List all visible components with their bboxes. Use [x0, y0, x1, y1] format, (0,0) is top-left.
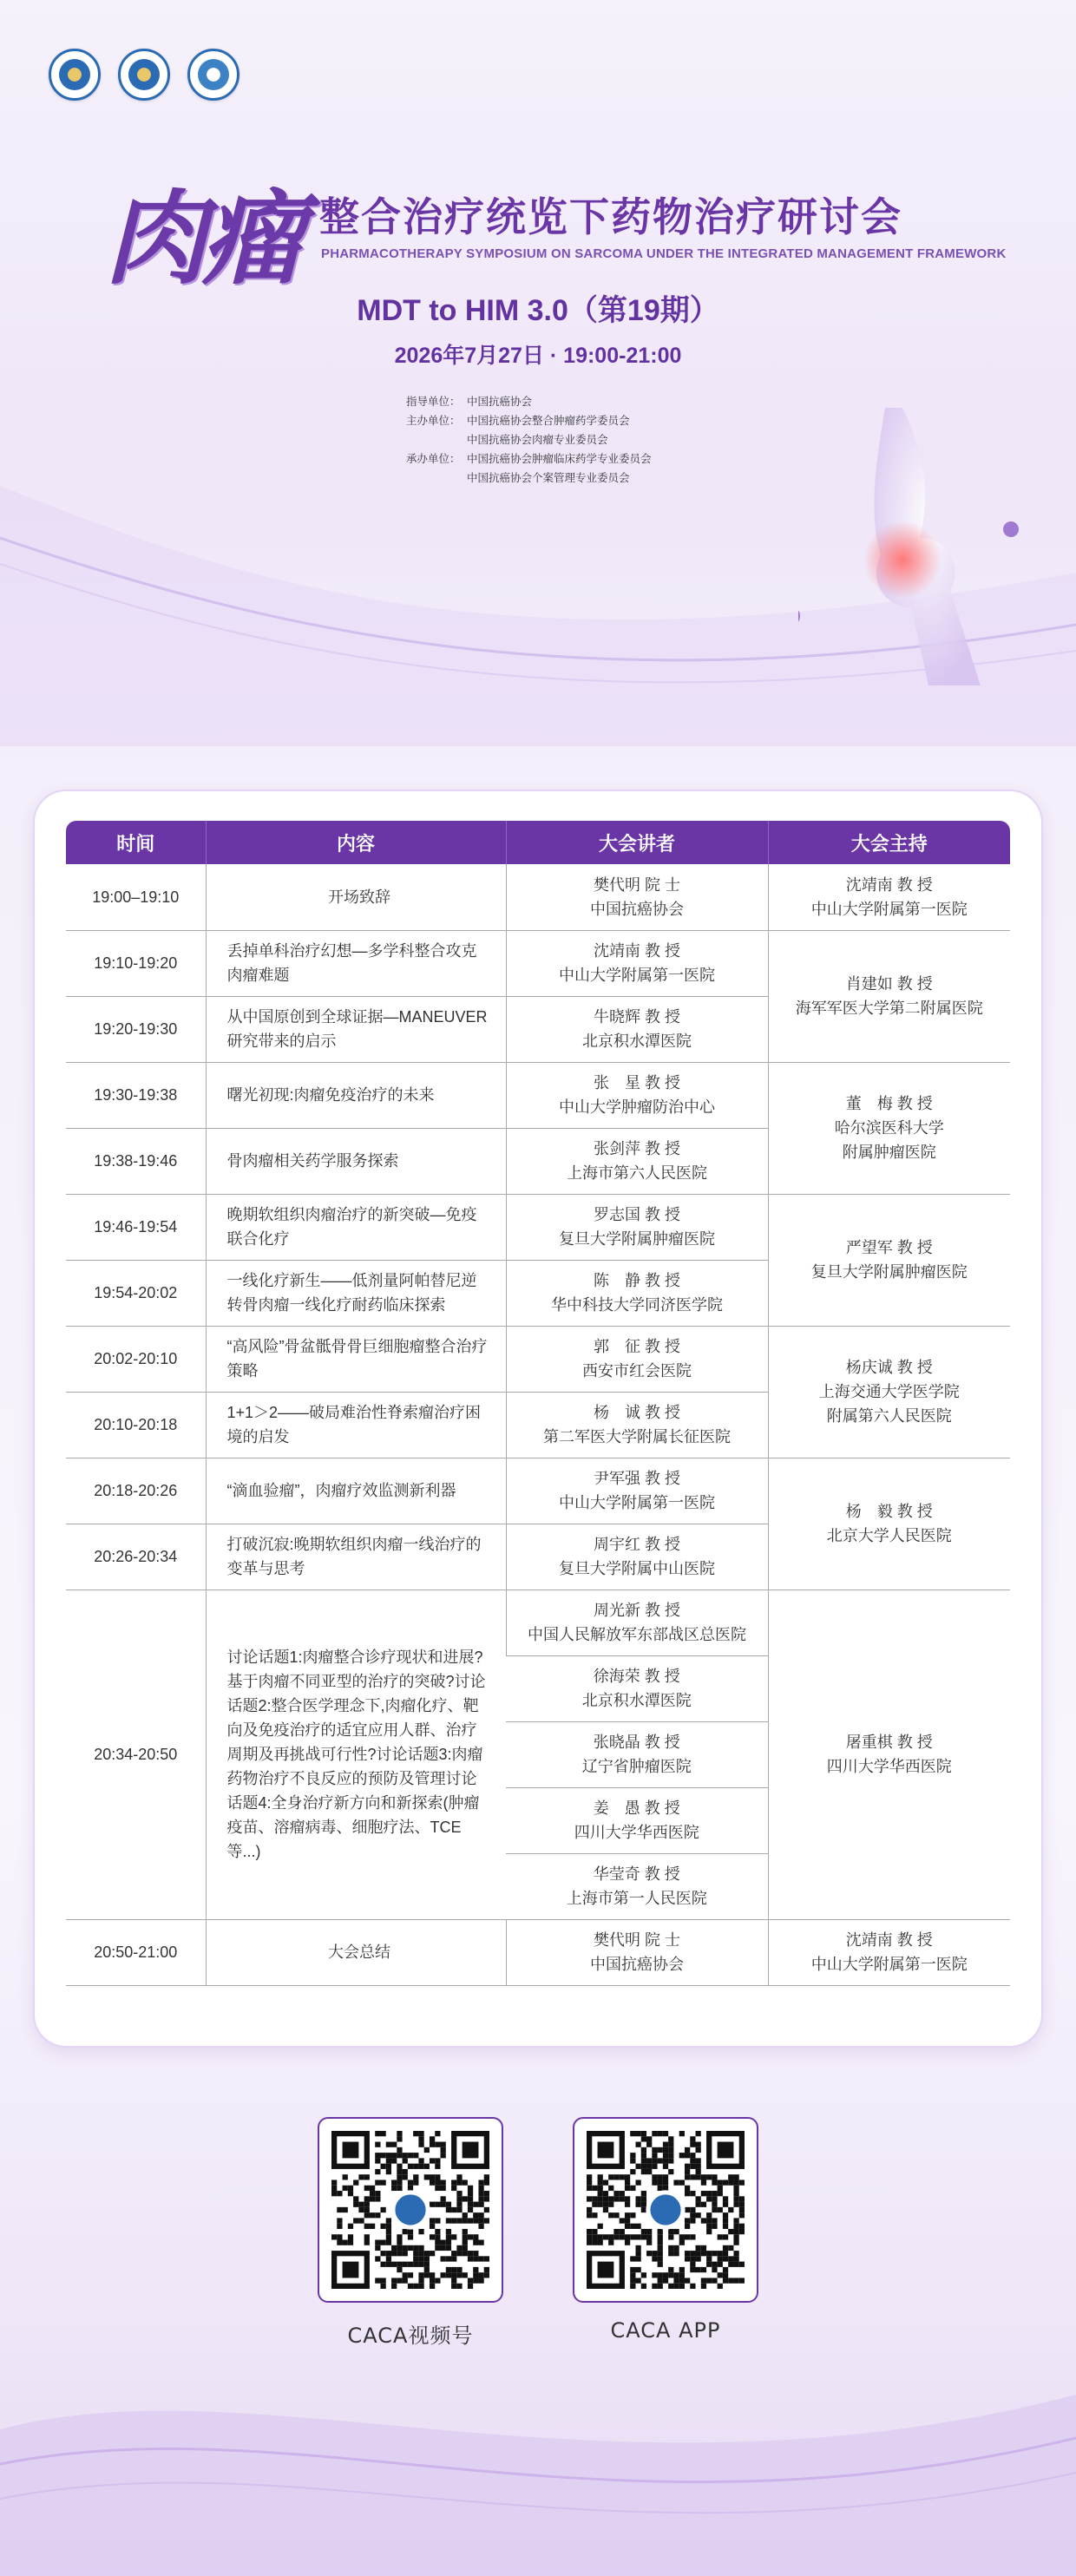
time-cell: 19:54-20:02: [66, 1260, 206, 1326]
discussion-cell: 讨论话题1:肉瘤整合诊疗现状和进展?基于肉瘤不同亚型的治疗的突破?讨论话题2:整合医学理念下,肉瘤化疗、靶向及免疫治疗的适宜应用人群、治疗周期及再挑战可行性?讨论话题3:肉瘤药物治疗不良反应的预防及管理讨论话题4:全身治疗新方向和新探索(肿瘤疫苗、溶瘤病毒、细胞疗法、TCE等...): [206, 1590, 506, 1919]
time-cell: 20:50-21:00: [66, 1919, 206, 1985]
host-cell: 沈靖南 教 授 中山大学附属第一医院: [768, 864, 1010, 930]
qr-code-graphic: [587, 2131, 745, 2289]
schedule-table: [66, 821, 1010, 1986]
organizer-row: 承办单位： 中国抗癌协会肿瘤临床药学专业委员会: [406, 452, 652, 465]
content-cell: “高风险”骨盆骶骨骨巨细胞瘤整合治疗策略: [206, 1326, 506, 1392]
main-title: 整合治疗统览下药物治疗研讨会: [319, 194, 902, 239]
host-cell: 董 梅 教 授 哈尔滨医科大学 附属肿瘤医院: [768, 1062, 1010, 1194]
content-cell: 骨肉瘤相关药学服务探索: [206, 1128, 506, 1194]
qr-video-channel[interactable]: [318, 2117, 503, 2349]
time-cell: 20:02-20:10: [66, 1326, 206, 1392]
time-cell: 19:38-19:46: [66, 1128, 206, 1194]
content-cell: 大会总结: [206, 1919, 506, 1985]
speaker-cell: 张剑萍 教 授 上海市第六人民医院: [506, 1128, 768, 1194]
host-cell: 肖建如 教 授 海军军医大学第二附属医院: [768, 930, 1010, 1062]
speaker-cell: 樊代明 院 士 中国抗癌协会: [506, 1919, 768, 1985]
content-cell: 晚期软组织肉瘤治疗的新突破—免疫联合化疗: [206, 1194, 506, 1260]
time-cell: 20:26-20:34: [66, 1524, 206, 1590]
time-cell: 19:10-19:20: [66, 930, 206, 996]
host-cell: 屠重棋 教 授 四川大学华西医院: [768, 1590, 1010, 1919]
speaker-cell: 姜 愚 教 授 四川大学华西医院: [506, 1787, 768, 1853]
organizer-row: 中国抗癌协会个案管理专业委员会: [467, 471, 630, 484]
big-title: 肉瘤: [104, 178, 299, 298]
speaker-cell: 华莹奇 教 授 上海市第一人民医院: [506, 1853, 768, 1919]
speaker-cell: 周光新 教 授 中国人民解放军东部战区总医院: [506, 1590, 768, 1655]
content-cell: 打破沉寂:晚期软组织肉瘤一线治疗的变革与思考: [206, 1524, 506, 1590]
speaker-cell: 沈靖南 教 授 中山大学附属第一医院: [506, 930, 768, 996]
qr-app[interactable]: [573, 2117, 758, 2343]
header-time: 时间: [66, 821, 206, 864]
speaker-cell: 徐海荣 教 授 北京积水潭医院: [506, 1655, 768, 1721]
knee-joint-illustration: [798, 408, 1024, 685]
speaker-cell: 樊代明 院 士 中国抗癌协会: [506, 864, 768, 930]
logo-group: [49, 49, 239, 101]
content-cell: “滴血验瘤”，肉瘤疗效监测新利器: [206, 1458, 506, 1524]
host-cell: 沈靖南 教 授 中山大学附属第一医院: [768, 1919, 1010, 1985]
caca-logo-icon: [49, 49, 101, 101]
speaker-cell: 尹军强 教 授 中山大学附属第一医院: [506, 1458, 768, 1524]
table-header-row: [66, 821, 1010, 864]
speaker-cell: 杨 诚 教 授 第二军医大学附属长征医院: [506, 1392, 768, 1458]
content-cell: 1+1＞2——破局难治性脊索瘤治疗困境的启发: [206, 1392, 506, 1458]
organizer-row: 指导单位： 中国抗癌协会: [406, 395, 533, 408]
qr-code-graphic: [331, 2131, 489, 2289]
time-cell: 19:46-19:54: [66, 1194, 206, 1260]
qr-label: CACA APP: [610, 2318, 721, 2343]
qr-code-icon[interactable]: [318, 2117, 503, 2303]
header-host: 大会主持: [768, 821, 1010, 864]
speaker-cell: 张晓晶 教 授 辽宁省肿瘤医院: [506, 1721, 768, 1787]
content-cell: 一线化疗新生——低剂量阿帕替尼逆转骨肉瘤一线化疗耐药临床探索: [206, 1260, 506, 1326]
table-row: [66, 864, 1010, 930]
time-cell: 19:20-19:30: [66, 996, 206, 1062]
speaker-cell: 罗志国 教 授 复旦大学附属肿瘤医院: [506, 1194, 768, 1260]
organizer-row: 主办单位： 中国抗癌协会整合肿瘤药学委员会: [406, 414, 630, 427]
time-cell: 20:34-20:50: [66, 1590, 206, 1919]
speaker-cell: 陈 静 教 授 华中科技大学同济医学院: [506, 1260, 768, 1326]
qr-code-icon[interactable]: [573, 2117, 758, 2303]
speaker-cell: 牛晓辉 教 授 北京积水潭医院: [506, 996, 768, 1062]
table-row: [66, 1326, 1010, 1392]
speaker-cell: 郭 征 教 授 西安市红会医院: [506, 1326, 768, 1392]
time-cell: 20:10-20:18: [66, 1392, 206, 1458]
host-cell: 杨庆诚 教 授 上海交通大学医学院 附属第六人民医院: [768, 1326, 1010, 1458]
header-content: 内容: [206, 821, 506, 864]
host-cell: 严望军 教 授 复旦大学附属肿瘤医院: [768, 1194, 1010, 1326]
event-date: 2026年7月27日 · 19:00-21:00: [394, 344, 682, 368]
speaker-cell: 张 星 教 授 中山大学肿瘤防治中心: [506, 1062, 768, 1128]
host-cell: 杨 毅 教 授 北京大学人民医院: [768, 1458, 1010, 1590]
table-row: [66, 1590, 1010, 1655]
content-cell: 从中国原创到全球证据—MANEUVER研究带来的启示: [206, 996, 506, 1062]
speaker-cell: 周宇红 教 授 复旦大学附属中山医院: [506, 1524, 768, 1590]
series-title: MDT to HIM 3.0（第19期）: [357, 294, 719, 327]
table-row: [66, 930, 1010, 996]
time-cell: 20:18-20:26: [66, 1458, 206, 1524]
qr-label: CACA视频号: [347, 2324, 474, 2348]
schedule-card: [35, 791, 1041, 2046]
partner-logo-icon: [187, 49, 239, 101]
time-cell: 19:00–19:10: [66, 864, 206, 930]
content-cell: 丢掉单科治疗幻想—多学科整合攻克肉瘤难题: [206, 930, 506, 996]
table-row: [66, 1062, 1010, 1128]
content-cell: 开场致辞: [206, 864, 506, 930]
time-cell: 19:30-19:38: [66, 1062, 206, 1128]
table-row: [66, 1194, 1010, 1260]
content-cell: 曙光初现:肉瘤免疫治疗的未来: [206, 1062, 506, 1128]
organizer-row: 中国抗癌协会肉瘤专业委员会: [467, 433, 608, 446]
table-row: [66, 1919, 1010, 1985]
organizer-list: [406, 392, 652, 488]
english-title: PHARMACOTHERAPY SYMPOSIUM ON SARCOMA UNDER THE INTEGRATED MANAGEMENT FRAMEWORK: [321, 246, 1007, 261]
committee-logo-icon: [118, 49, 170, 101]
header-speaker: 大会讲者: [506, 821, 768, 864]
table-row: [66, 1458, 1010, 1524]
bottom-wave-decoration: [0, 2325, 1076, 2576]
